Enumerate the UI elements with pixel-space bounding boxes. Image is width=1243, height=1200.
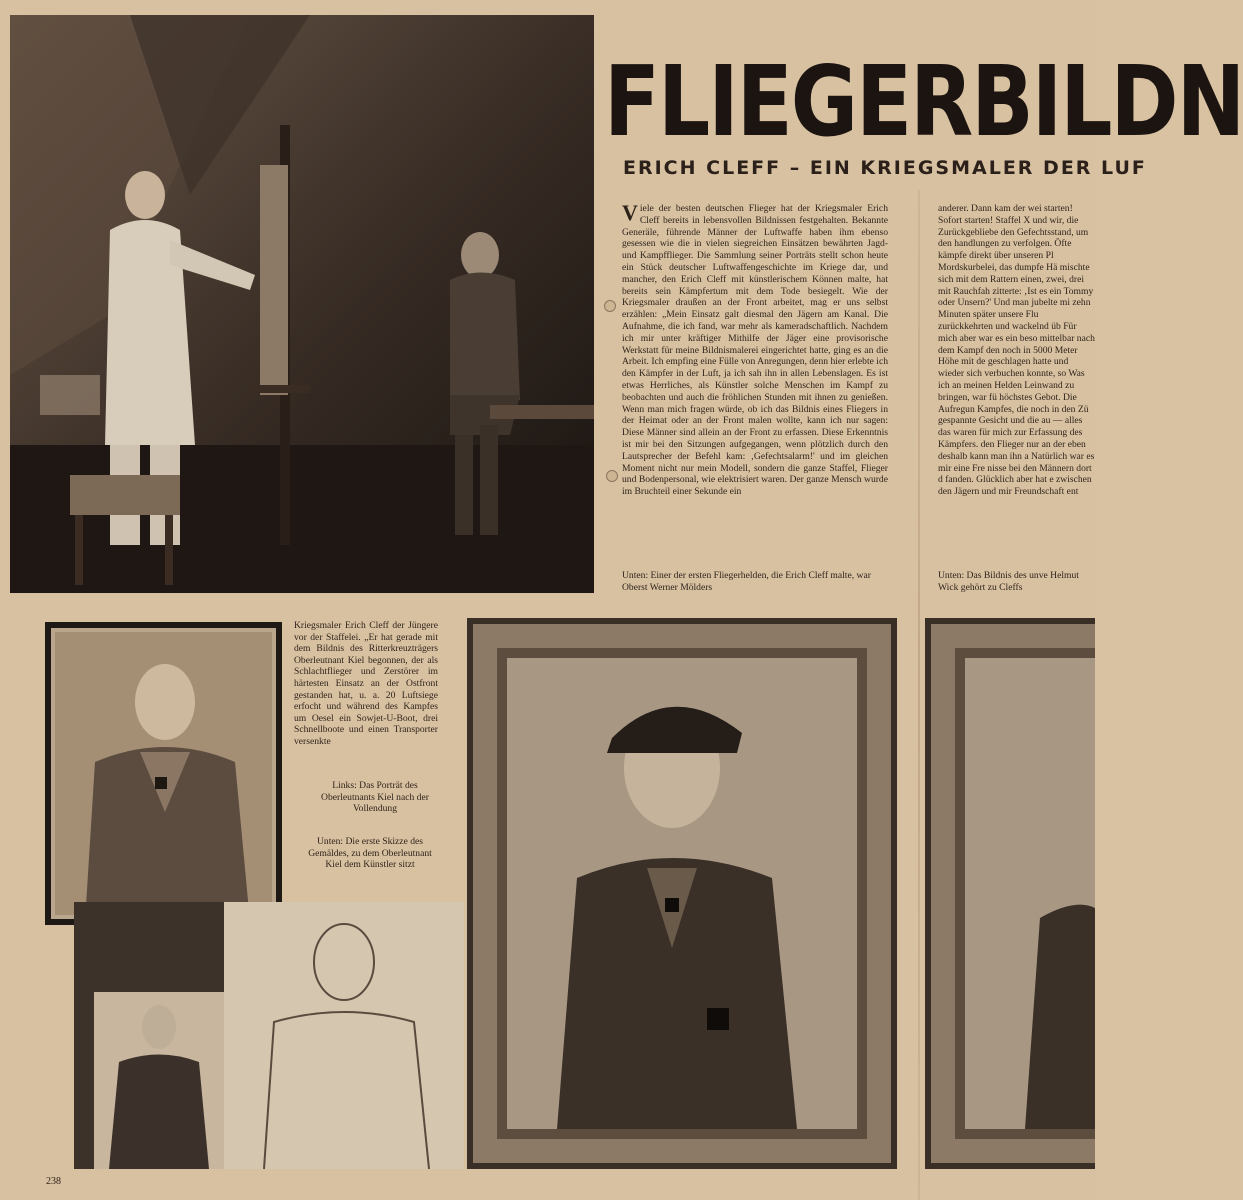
caption-intro-text: Kriegsmaler Erich Cleff der Jüngere vor der Staffelei. „Er hat gerade mit dem Bildnis des Ritterkreuzträgers Oberleutnant Kiel begonnen, der als Schlachtflieger und Zerstörer im härtesten Einsatz an der Ostfront gestanden hat, u. a. 20 Luftsiege erfocht und während des Kampfes um Oesel ein Sowjet-U-Boot, drei Schnellboote und einen Transporter versenkte [294, 620, 438, 747]
article-text-2: anderer. Dann kam der wei starten! Sofort starten! Staffel X und wir, die Zurückgebliebe den Gefechtsstand, um den handlungen zu verfolgen. Öfte kämpfe direkt über unseren Pl Mordskurbelei, das dumpfe Hä mischte sich mit dem Rattern einen, zwei, drei mit Rauchfah zitterte: ‚Ist es ein Tommy oder Unsern?' Und man jubelte mi zehn Minuten später unsere Flu zurückkehrten und wackelnd üb Für mich aber war es ein beso mittelbar nach dem Kampf den noch in 5000 Meter Höhe mit de geschlagen hatte und wieder sich verbuchen konnte, so Was ich an meinen Helden Leinwand zu bringen, war fü höchstes Gebot. Die Aufregun Kampfes, die noch in den Zü gespannte Gesicht und die au — alles das waren für mich zur Erfassung des Kämpfers. den Flieger nur an der eben deshalb kann man ihn a Natürlich war es mir eine Fre nisse bei den Männern dort d fanden. Glücklich aber hat e zwischen den Jägern und mir Freundschaft ent [938, 203, 1095, 498]
caption-links-text: Links: Das Porträt des Oberleutnants Kiel nach der Vollendung [321, 780, 429, 815]
caption-links [312, 780, 438, 820]
studio-photo [10, 15, 594, 593]
portrait-wick-framed [925, 618, 1095, 1169]
page-fold [918, 190, 920, 1200]
article-column-1 [622, 200, 888, 555]
portrait-large-framed [467, 618, 897, 1169]
headline: FLIEGERBILDN [604, 46, 1243, 159]
caption-wick-text: Unten: Das Bildnis des unve Helmut Wick gehört zu Cleffs [938, 570, 1079, 593]
caption-unten-text: Unten: Die erste Skizze des Gemäldes, zu dem Oberleutnant Kiel dem Künstler sitzt [308, 836, 432, 871]
caption-moelders [622, 570, 892, 596]
article-column-2 [938, 203, 1095, 555]
sketch-photo [74, 902, 464, 1169]
caption-unten [302, 836, 438, 876]
caption-wick [938, 570, 1095, 596]
article-text-1: iele der besten deutschen Flieger hat der Kriegsmaler Erich Cleff bereits in lebensvollen Bildnissen festgehalten. Bekannte Generäle, führende Männer der Luftwaffe haben ihm ebenso gesessen wie die in vielen siegreichen Einsätzen bewährten Jagd- und Kampfflieger. Die Sammlung seiner Porträts stellt schon heute ein Stück deutscher Luftwaffengeschichte im Kriege dar, und mancher, den Erich Cleff mit künstlerischem Können malte, hat bereits sein Kämpfertum mit dem Tode besiegelt. Wie der Kriegsmaler draußen an der Front arbeitet, mag er uns selbst erzählen: „Mein Einsatz galt diesmal den Jägern am Kanal. Die Aufnahme, die ich fand, war mehr als kameradschaftlich. Nachdem ich mir unter kräftiger Mithilfe der Jäger eine provisorische Werkstatt für meine Bildnismalerei eingerichtet hatte, ging es an die Arbeit. Ich empfing eine Fülle von Anregungen, denn hier erlebte ich den Kämpfer in der Luft, ja ich sah ihn in allen Lebenslagen. Es ist etwas Herrliches, als Künstler solche Menschen im Kampf zu beobachten und auch die fröhlichen Stunden mit ihnen zu genießen. Wenn man mich fragen würde, ob ich das Bildnis eines Fliegers in der Heimat oder an der Front malen wollte, kann ich nur sagen: Diese Männer sind allein an der Front zu erfassen. Diese Erkenntnis ist mir bei den Sitzungen aufgegangen, wenn plötzlich durch den Lautsprecher der Befehl kam: ‚Gefechtsalarm!' und im gleichen Moment nicht nur mein Modell, sondern die ganze Staffel, Flieger und Bodenpersonal, wie elektrisiert waren. Der ganze Mensch wurde im Bruchteil einer Sekunde ein [622, 203, 888, 498]
caption-moelders-text: Unten: Einer der ersten Fliegerhelden, die Erich Cleff malte, war Oberst Werner Mölders [622, 570, 871, 593]
drop-cap: V [622, 200, 638, 225]
caption-intro [294, 620, 438, 768]
subheadline: ERICH CLEFF – EIN KRIEGSMALER DER LUF [623, 157, 1147, 179]
portrait-kiel-finished [45, 622, 282, 925]
page-number: 238 [46, 1176, 61, 1187]
binding-holes [604, 300, 624, 500]
